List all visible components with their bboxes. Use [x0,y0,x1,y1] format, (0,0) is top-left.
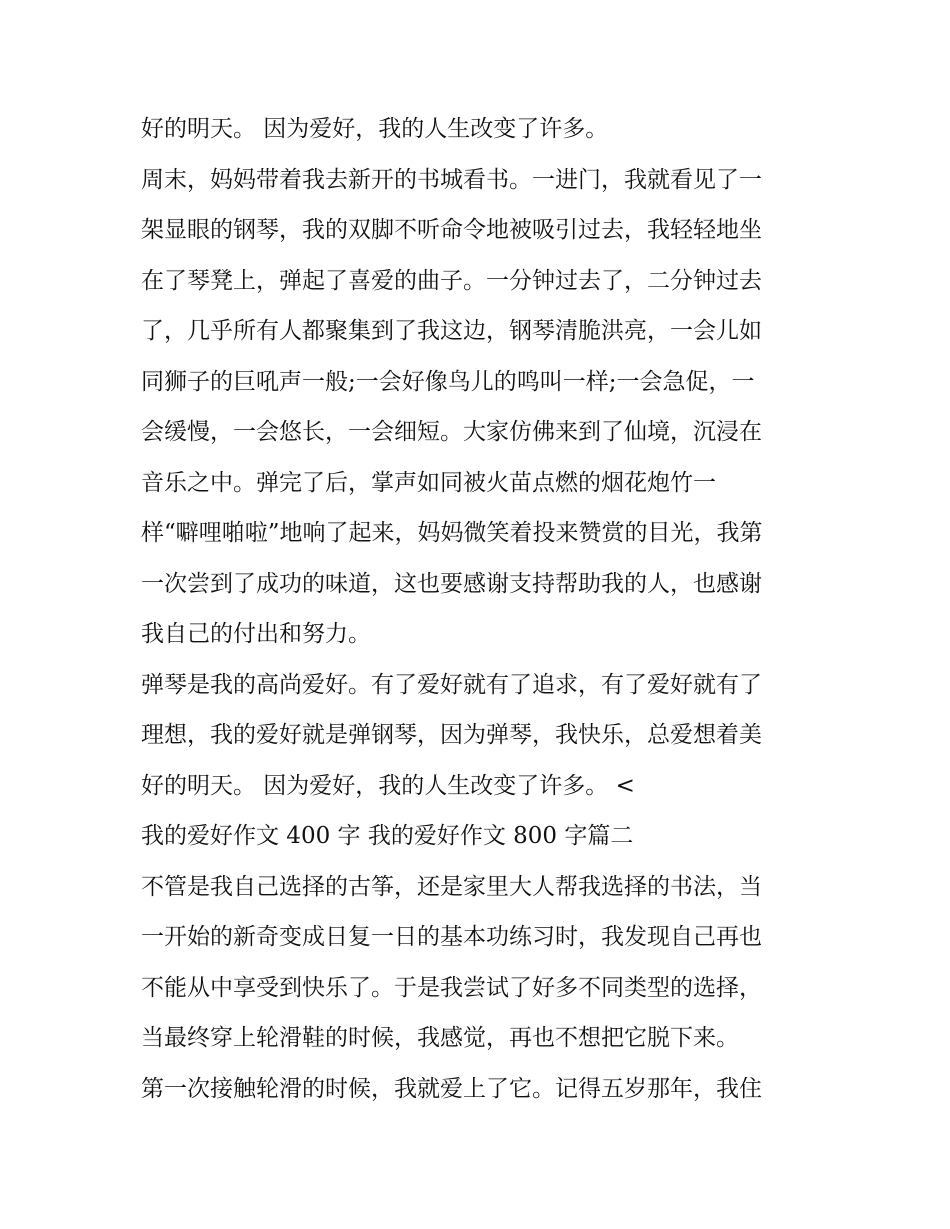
text-line: 样“噼哩啪啦”地响了起来，妈妈微笑着投来赞赏的目光，我第 [141,520,763,546]
text-line: 当最终穿上轮滑鞋的时候，我感觉，再也不想把它脱下来。 [141,1025,739,1051]
text-line: 架显眼的钢琴，我的双脚不听命令地被吸引过去，我轻轻地坐 [141,217,762,243]
text-line: 同狮子的巨吼声一般;一会好像鸟儿的鸣叫一样;一会急促，一 [141,369,755,395]
text-line: 不能从中享受到快乐了。于是我尝试了好多不同类型的选择， [141,975,762,1001]
text-line: 不管是我自己选择的古筝，还是家里大人帮我选择的书法，当 [141,874,762,900]
text-line: 在了琴凳上，弹起了喜爱的曲子。一分钟过去了，二分钟过去 [141,268,762,294]
text-line: 了，几乎所有人都聚集到了我这边，钢琴清脆洪亮，一会儿如 [141,318,762,344]
section-heading: 我的爱好作文 400 字 我的爱好作文 800 字篇二 [141,823,634,849]
text-line: 我自己的付出和努力。 [141,621,371,647]
text-line: 一次尝到了成功的味道，这也要感谢支持帮助我的人，也感谢 [141,571,762,597]
text-line: 好的明天。 因为爱好，我的人生改变了许多。 [141,116,609,142]
text-line: 音乐之中。弹完了后，掌声如同被火苗点燃的烟花炮竹一 [141,470,716,496]
text-line: 弹琴是我的高尚爱好。有了爱好就有了追求，有了爱好就有了 [141,672,762,698]
text-line: 会缓慢，一会悠长，一会细短。大家仿佛来到了仙境，沉浸在 [141,419,762,445]
text-line: 周末，妈妈带着我去新开的书城看书。一进门，我就看见了一 [141,167,762,193]
text-line: 第一次接触轮滑的时候，我就爱上了它。记得五岁那年，我住 [141,1076,762,1102]
text-line: 一开始的新奇变成日复一日的基本功练习时，我发现自己再也 [141,924,762,950]
text-line: 理想，我的爱好就是弹钢琴，因为弹琴，我快乐，总爱想着美 [141,722,762,748]
text-line: 好的明天。 因为爱好，我的人生改变了许多。 < [141,773,635,799]
